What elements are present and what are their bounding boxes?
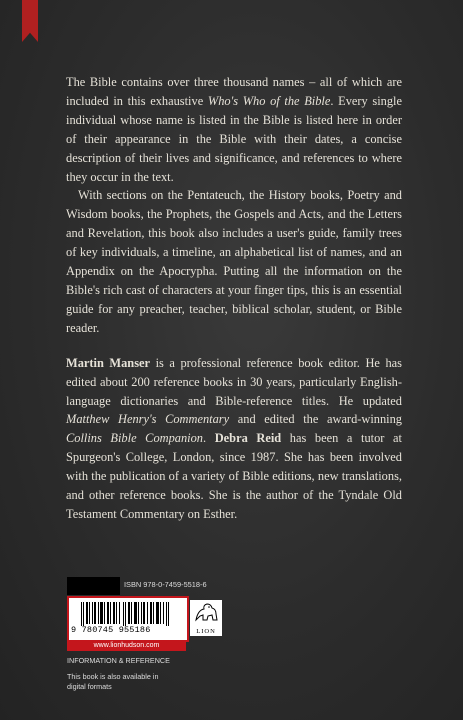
lion-logo — [190, 600, 222, 636]
author1-name: Martin Manser — [66, 355, 151, 370]
barcode — [67, 596, 189, 642]
price-box — [67, 577, 120, 595]
description-paragraph-2: With sections on the Pentateuch, the History books, Poetry and Wisdom books, the Prophets, the Gospels and Acts, and the Letters and Revelation, this book also includes a user's guide, family trees of key individuals, a timeline, an alphabetical list of names, and an Appendix on the Apocrypha. Putting all the information on the Bible's rich cast of characters at your finger tips, this is an essential guide for any preacher, teacher, biblical scholar, student, or Bible reader. — [66, 188, 402, 335]
title-collins: Collins Bible Companion — [66, 431, 204, 446]
book-title-italic: Who's Who of the Bible — [207, 93, 331, 108]
isbn-label: ISBN 978-0-7459-5518-6 — [124, 580, 207, 589]
lion-icon — [190, 600, 222, 626]
blurb-text — [66, 73, 402, 524]
barcode-bars — [73, 602, 183, 626]
title-matthew-henry: Matthew Henry's Commentary — [66, 412, 230, 427]
barcode-digits: 9 780745 955186 — [71, 625, 151, 635]
description-paragraph-1: The Bible contains over three thousand names – all of which are included in this exhaustive Who's Who of the Bible. Every single individual whose name is listed in the Bible is listed here in order of their appearance in the Bible with their dates, a concise description of their lives and significance, and references to where they occur in the text. — [66, 75, 402, 184]
publisher-website[interactable]: www.lionhudson.com — [67, 641, 186, 651]
category-label: INFORMATION & REFERENCE — [67, 656, 170, 665]
digital-formats-note: This book is also available in digital formats — [67, 672, 159, 691]
publisher-logo-text: LION — [196, 628, 216, 635]
author-bio: Martin Manser is a professional reference book editor. He has edited about 200 reference books in 30 years, particularly English-language dictionaries and Bible-reference titles. He updated Matthew Henry's Commentary and edited the award-winning Collins Bible Companion. Debra Reid has been a tutor at Spurgeon's College, London, since 1987. She has been involved with the publication of a variety of Bible editions, new translations, and other reference books. She is the author of the Tyndale Old Testament Commentary on Esther. — [66, 355, 402, 521]
author2-name: Debra Reid — [214, 431, 282, 446]
